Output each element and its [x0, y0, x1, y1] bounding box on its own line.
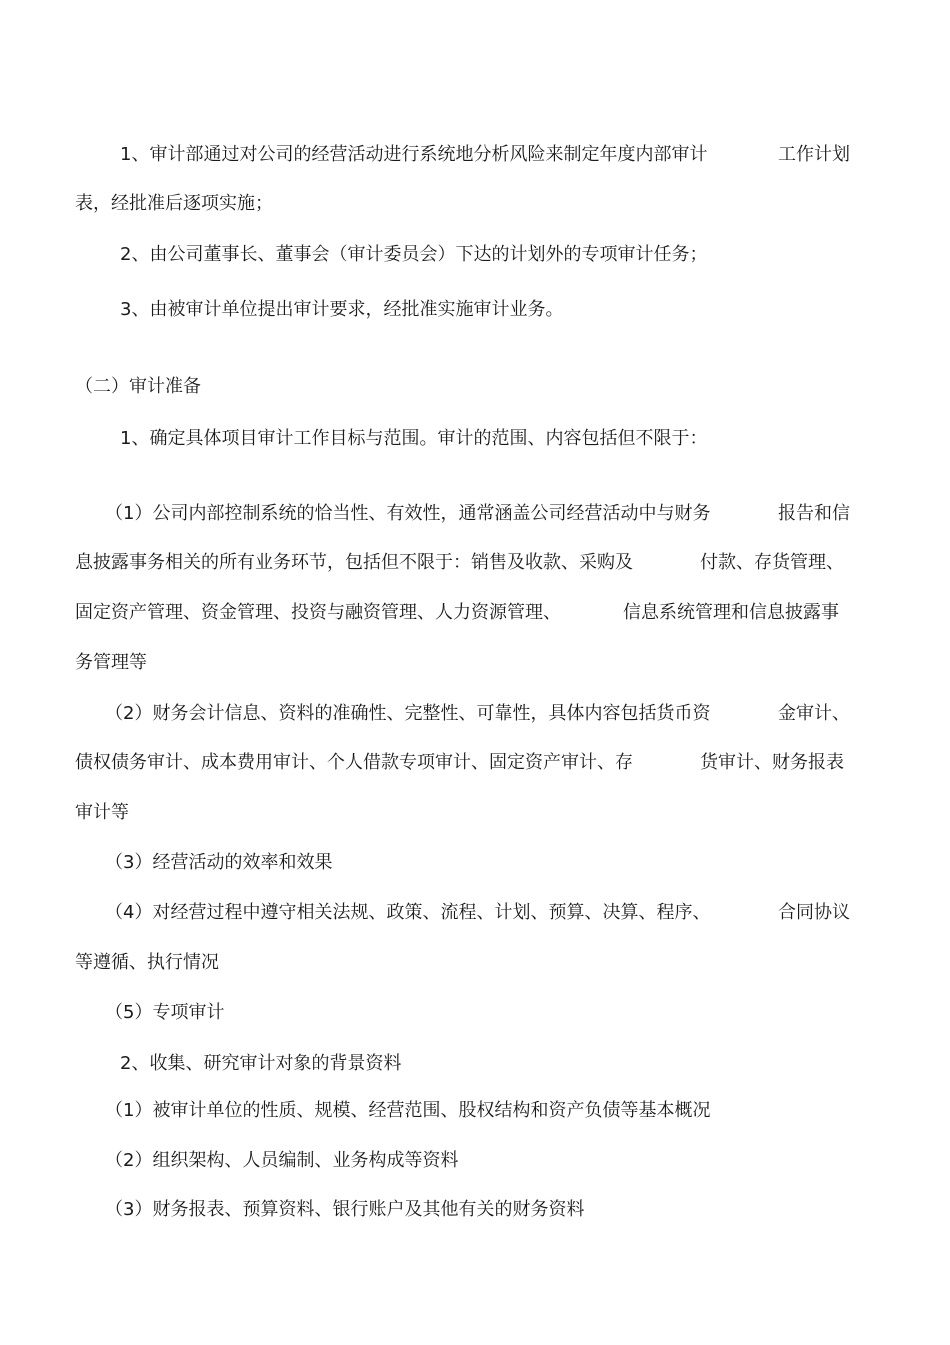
text-segment: 审计等	[75, 802, 129, 823]
item-2-line-3	[75, 801, 129, 825]
text-segment: 金审计、	[778, 703, 850, 724]
text-segment: 息披露事务相关的所有业务环节，包括但不限于：销售及收款、采购及	[75, 552, 633, 573]
item-5	[105, 1001, 224, 1025]
text-segment: （2）财务会计信息、资料的准确性、完整性、可靠性，具体内容包括货币资	[105, 703, 711, 724]
paragraph-3	[120, 298, 563, 322]
item-1-line-4	[75, 651, 147, 675]
section-heading	[75, 375, 201, 399]
text-segment: 信息系统管理和信息披露事	[623, 602, 839, 623]
text-segment: 工作计划	[778, 144, 850, 165]
text-segment: 2、由公司董事长、董事会（审计委员会）下达的计划外的专项审计任务；	[120, 244, 708, 265]
text-segment: （2）组织架构、人员编制、业务构成等资料	[105, 1150, 459, 1171]
text-segment: （二）审计准备	[75, 376, 201, 397]
text-segment: 等遵循、执行情况	[75, 952, 219, 973]
text-segment: 表，经批准后逐项实施；	[75, 193, 273, 214]
text-segment: （1）公司内部控制系统的恰当性、有效性，通常涵盖公司经营活动中与财务	[105, 503, 711, 524]
item-3	[105, 851, 332, 875]
paragraph-scope	[120, 427, 707, 451]
text-segment: 1、审计部通过对公司的经营活动进行系统地分析风险来制定年度内部审计	[120, 144, 708, 165]
text-segment: 1、确定具体项目审计工作目标与范围。审计的范围、内容包括但不限于：	[120, 428, 708, 449]
text-segment: （1）被审计单位的性质、规模、经营范围、股权结构和资产负债等基本概况	[105, 1100, 711, 1121]
text-segment: （3）财务报表、预算资料、银行账户及其他有关的财务资料	[105, 1199, 585, 1220]
background-item-2	[105, 1149, 458, 1173]
item-4-line-2	[75, 951, 219, 975]
text-segment: 务管理等	[75, 652, 147, 673]
text-segment: 报告和信	[778, 503, 850, 524]
text-segment: （5）专项审计	[105, 1002, 225, 1023]
text-segment: 合同协议	[778, 902, 850, 923]
text-segment: 3、由被审计单位提出审计要求，经批准实施审计业务。	[120, 299, 564, 320]
background-item-3	[105, 1198, 584, 1222]
text-segment: 货审计、财务报表	[700, 752, 844, 773]
text-segment: 付款、存货管理、	[700, 552, 844, 573]
background-item-1	[105, 1099, 710, 1123]
paragraph-1-line-2	[75, 192, 273, 216]
paragraph-2	[120, 243, 707, 267]
paragraph-background	[120, 1052, 401, 1076]
text-segment: （3）经营活动的效率和效果	[105, 852, 333, 873]
text-segment: 2、收集、研究审计对象的背景资料	[120, 1053, 402, 1074]
text-segment: （4）对经营过程中遵守相关法规、政策、流程、计划、预算、决算、程序、	[105, 902, 711, 923]
text-segment: 固定资产管理、资金管理、投资与融资管理、人力资源管理、	[75, 602, 561, 623]
text-segment: 债权债务审计、成本费用审计、个人借款专项审计、固定资产审计、存	[75, 752, 633, 773]
